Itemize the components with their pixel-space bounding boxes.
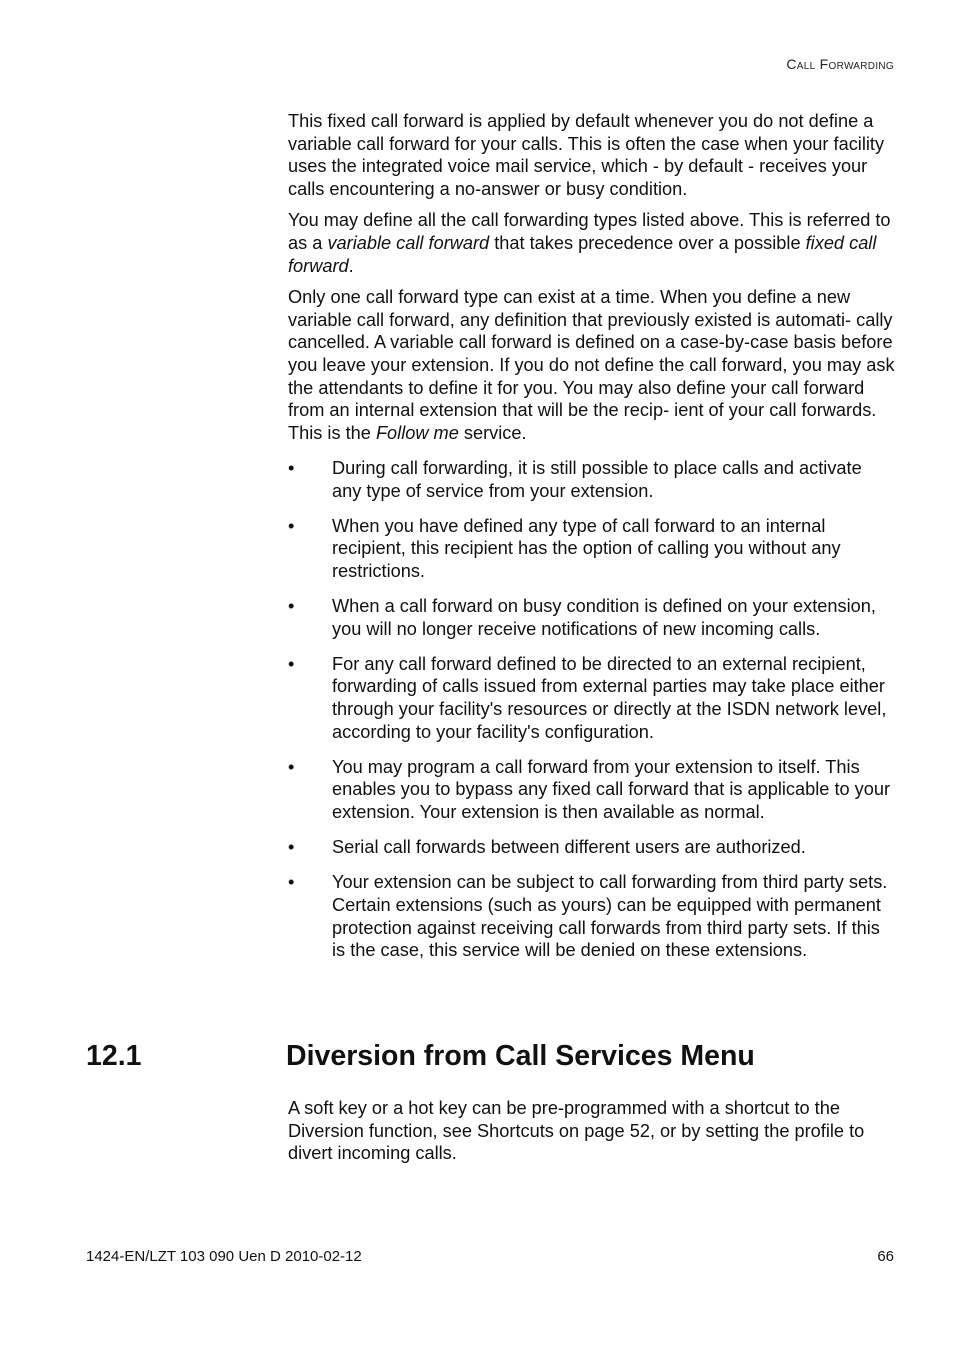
section-body [288, 1097, 896, 1165]
bullet-text: When a call forward on busy condition is defined on your extension, you will no longer receive notifications of new incoming calls. [332, 596, 876, 639]
list-item [288, 595, 896, 640]
paragraph-3-text-b: service. [458, 422, 527, 443]
term-fixed-call-forward: fixed call forward [288, 232, 877, 276]
list-item [288, 836, 896, 859]
bullet-text: Serial call forwards between different users are authorized. [332, 837, 806, 858]
bullet-symbol: • [288, 515, 295, 536]
bullet-text: Your extension can be subject to call forwarding from third party sets. Certain extensions (such as yours) can be equipped with permanent protection against receiving call forwards from third party sets. If this is the case, this service will be denied on these extensions. [332, 872, 888, 961]
term-follow-me: Follow me [375, 422, 459, 443]
list-item [288, 653, 896, 743]
paragraph-2-text-b: that takes precedence over a possible [489, 232, 806, 253]
bullet-text: For any call forward defined to be directed to an external recipient, forwarding of calls issued from external parties may take place either through your facility's resources or directly at the ISDN network level, according to your facility's configuration. [332, 653, 887, 742]
paragraph-2-text-a: You may define all the call forwarding types listed above. This is referred to as a [288, 210, 891, 253]
paragraph-3-text-a: Only one call forward type can exist at a time. When you define a new variable call forward, any definition that previously existed is automati- cally cancelled. A variable call forward is defined on a case-by-case basis before you leave your extension. If you do not define the call forward, you may ask the attendants to define it for you. You may also define your call forward from an internal extension that will be the recip- ient of your call forwards. This is the [288, 287, 895, 443]
bullet-symbol: • [288, 457, 295, 478]
footer-document-id: 1424-EN/LZT 103 090 Uen D 2010-02-12 [86, 1248, 362, 1265]
bullet-text: When you have defined any type of call forward to an internal recipient, this recipient has the option of calling you without any restrictions. [332, 515, 841, 581]
bullet-symbol: • [288, 596, 295, 617]
term-variable-call-forward: variable call forward [327, 232, 490, 253]
section-title: Diversion from Call Services Menu [286, 1040, 755, 1072]
bullet-text: During call forwarding, it is still possible to place calls and activate any type of service from your extension. [332, 457, 862, 501]
paragraph-1-text: This fixed call forward is applied by default whenever you do not define a variable call forward for your calls. This is often the case when your facility uses the integrated voice mail service, which - by default - receives your calls encountering a no-answer or busy condition. [288, 111, 885, 199]
bullet-symbol: • [288, 837, 295, 858]
body-text [288, 110, 896, 974]
section-paragraph: A soft key or a hot key can be pre-programmed with a shortcut to the Diversion function, see Shortcuts on page 52, or by setting the profile to divert incoming calls. [288, 1098, 865, 1164]
list-item [288, 515, 896, 583]
list-item [288, 457, 896, 502]
bullet-list [288, 457, 896, 962]
paragraph-fixed-call-forward [288, 110, 896, 200]
list-item [288, 756, 896, 824]
paragraph-variable-call-forward [288, 209, 896, 277]
footer-page-number: 66 [877, 1248, 894, 1265]
section-number: 12.1 [86, 1040, 142, 1072]
bullet-symbol: • [288, 872, 295, 893]
paragraph-one-type-at-a-time [288, 286, 896, 444]
bullet-symbol: • [288, 653, 295, 674]
running-header: Call Forwarding [786, 56, 894, 72]
list-item [288, 871, 896, 961]
bullet-text: You may program a call forward from your extension to itself. This enables you to bypass any fixed call forward that is applicable to your extension. Your extension is then available as normal. [332, 756, 891, 822]
paragraph-2-text-c: . [348, 255, 354, 276]
bullet-symbol: • [288, 756, 295, 777]
